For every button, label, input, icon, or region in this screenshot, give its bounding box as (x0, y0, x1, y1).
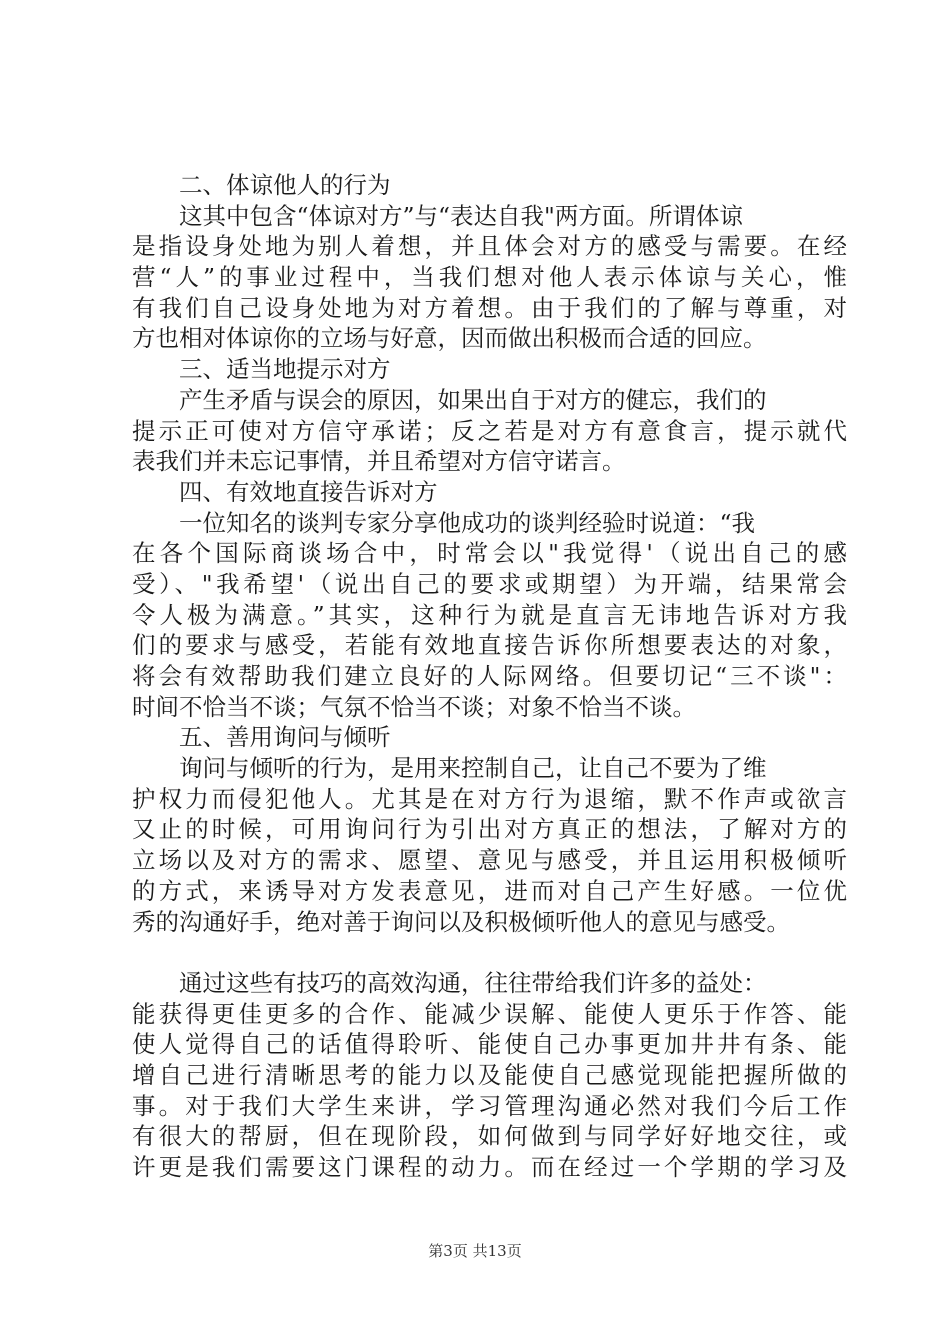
body-text-line: 护权力而侵犯他人。尤其是在对方行为退缩，默不作声或欲言 (132, 784, 847, 813)
page-footer: 第3页 共13页 (428, 1242, 522, 1260)
body-text-line: 提示正可使对方信守承诺；反之若是对方有意食言，提示就代 (132, 416, 847, 445)
body-text-line: 一位知名的谈判专家分享他成功的谈判经验时说道：“我 (179, 508, 756, 537)
body-text-line: 是指设身处地为别人着想，并且体会对方的感受与需要。在经 (132, 232, 847, 261)
body-text-line: 增自己进行清晰思考的能力以及能使自己感觉现能把握所做的 (132, 1060, 847, 1089)
body-text-line: 事。对于我们大学生来讲，学习管理沟通必然对我们今后工作 (132, 1091, 847, 1120)
body-text-line: 能获得更佳更多的合作、能减少误解、能使人更乐于作答、能 (132, 999, 847, 1028)
body-text-line: 在各个国际商谈场合中，时常会以"我觉得'（说出自己的感 (132, 539, 847, 568)
body-text-line: 表我们并未忘记事情，并且希望对方信守诺言。 (132, 447, 626, 476)
body-text-line: 们的要求与感受，若能有效地直接告诉你所想要表达的对象， (132, 631, 847, 660)
body-text-line: 产生矛盾与误会的原因，如果出自于对方的健忘，我们的 (179, 385, 767, 414)
body-text-line: 又止的时候，可用询问行为引出对方真正的想法，了解对方的 (132, 815, 847, 844)
section-heading: 五、善用询问与倾听 (179, 723, 391, 752)
body-text-line: 询问与倾听的行为，是用来控制自己，让自己不要为了维 (179, 754, 767, 783)
body-text-line: 的方式，来诱导对方发表意见，进而对自己产生好感。一位优 (132, 876, 847, 905)
body-text-line: 有我们自己设身处地为对方着想。由于我们的了解与尊重，对 (132, 293, 847, 322)
body-text-line: 这其中包含“体谅对方”与“表达自我"两方面。所谓体谅 (179, 201, 743, 230)
paragraph-gap (132, 937, 847, 968)
section-heading: 四、有效地直接告诉对方 (179, 477, 438, 506)
body-text-line: 令人极为满意。”其实，这种行为就是直言无讳地告诉对方我 (132, 600, 847, 629)
body-text-line: 通过这些有技巧的高效沟通，往往带给我们许多的益处： (179, 968, 767, 997)
body-text-line: 立场以及对方的需求、愿望、意见与感受，并且运用积极倾听 (132, 846, 847, 875)
body-text-line: 使人觉得自己的话值得聆听、能使自己办事更加井井有条、能 (132, 1030, 847, 1059)
body-text-line: 方也相对体谅你的立场与好意，因而做出积极而合适的回应。 (132, 324, 767, 353)
body-text-line: 秀的沟通好手，绝对善于询问以及积极倾听他人的意见与感受。 (132, 907, 790, 936)
document-body (132, 170, 847, 1183)
body-text-line: 将会有效帮助我们建立良好的人际网络。但要切记“三不谈"： (132, 662, 847, 690)
section-heading: 三、适当地提示对方 (179, 355, 391, 384)
body-text-line: 有很大的帮厨，但在现阶段，如何做到与同学好好地交往，或 (132, 1122, 847, 1151)
section-heading: 二、体谅他人的行为 (179, 171, 391, 199)
body-text-line: 时间不恰当不谈；气氛不恰当不谈；对象不恰当不谈。 (132, 692, 696, 721)
body-text-line: 受）、"我希望'（说出自己的要求或期望）为开端，结果常会 (132, 569, 847, 598)
body-text-line: 营“人”的事业过程中，当我们想对他人表示体谅与关心，惟 (132, 263, 847, 292)
body-text-line: 许更是我们需要这门课程的动力。而在经过一个学期的学习及 (132, 1153, 847, 1181)
